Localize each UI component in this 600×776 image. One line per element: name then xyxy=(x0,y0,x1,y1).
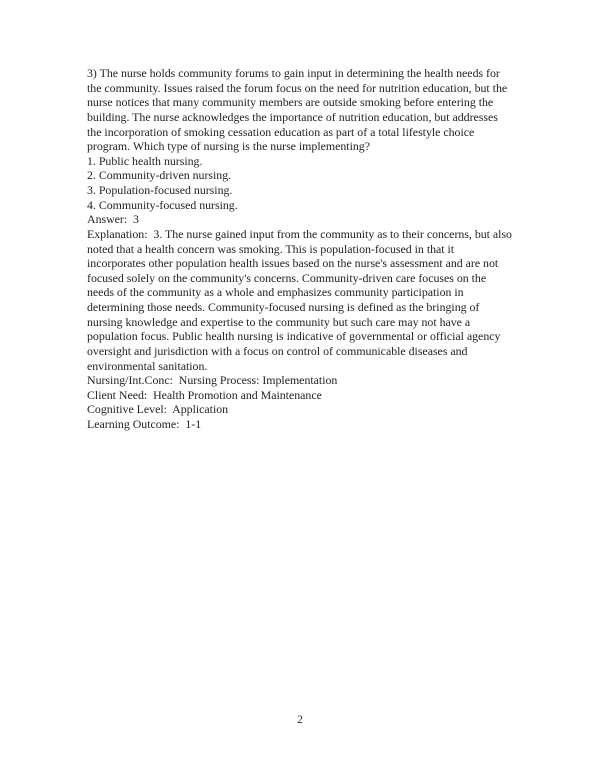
question-stem-line-5: the incorporation of smoking cessation education as part of a total lifestyle choice xyxy=(87,124,475,139)
metadata-cognitive-level: Cognitive Level: Application xyxy=(87,402,229,417)
explanation-line-4: focused solely on the community's concerns. Community-driven care focuses on the xyxy=(87,270,487,285)
question-stem-line-1: 3) The nurse holds community forums to gain input in determining the health needs for xyxy=(87,66,500,80)
explanation-line-7: nursing knowledge and expertise to the community but such care may not have a xyxy=(87,314,471,329)
explanation-line-3: incorporates other population health issues based on the nurse's assessment and are not xyxy=(87,256,499,271)
explanation-line-1: Explanation: 3. The nurse gained input from the community as to their concerns, but also xyxy=(87,226,512,241)
answer-option-3: 3. Population-focused nursing. xyxy=(87,183,233,197)
metadata-nursing-int-conc: Nursing/Int.Conc: Nursing Process: Implementation xyxy=(87,373,338,388)
question-stem xyxy=(87,66,515,154)
explanation-line-5: needs of the community as a whole and emphasizes community participation in xyxy=(87,285,464,300)
page-content xyxy=(87,66,515,432)
answer-key: Answer: 3 xyxy=(87,212,139,227)
explanation-line-2: noted that a health concern was smoking. This is population-focused in that it xyxy=(87,241,455,256)
question-metadata xyxy=(87,373,515,432)
metadata-client-need: Client Need: Health Promotion and Maintenance xyxy=(87,387,322,402)
answer-option-1: 1. Public health nursing. xyxy=(87,153,203,168)
explanation-line-8: population focus. Public health nursing is indicative of governmental or official agency xyxy=(87,329,501,344)
explanation-line-6: determining those needs. Community-focused nursing is defined as the bringing of xyxy=(87,300,480,314)
explanation-line-9: oversight and jurisdiction with a focus on control of communicable diseases and xyxy=(87,343,468,358)
question-stem-line-4: building. The nurse acknowledges the importance of nutrition education, but addresses xyxy=(87,109,498,124)
explanation xyxy=(87,227,515,373)
question-stem-line-2: the community. Issues raised the forum focus on the need for nutrition education, but the xyxy=(87,80,508,95)
metadata-learning-outcome: Learning Outcome: 1-1 xyxy=(87,417,202,431)
question-stem-line-3: nurse notices that many community members are outside smoking before entering the xyxy=(87,95,494,110)
answer-option-4: 4. Community-focused nursing. xyxy=(87,197,238,212)
question-stem-line-6: program. Which type of nursing is the nurse implementing? xyxy=(87,139,370,154)
page-number: 2 xyxy=(297,714,303,726)
explanation-line-10: environmental sanitation. xyxy=(87,358,208,373)
answer-option-2: 2. Community-driven nursing. xyxy=(87,168,232,183)
answer-options xyxy=(87,154,515,213)
